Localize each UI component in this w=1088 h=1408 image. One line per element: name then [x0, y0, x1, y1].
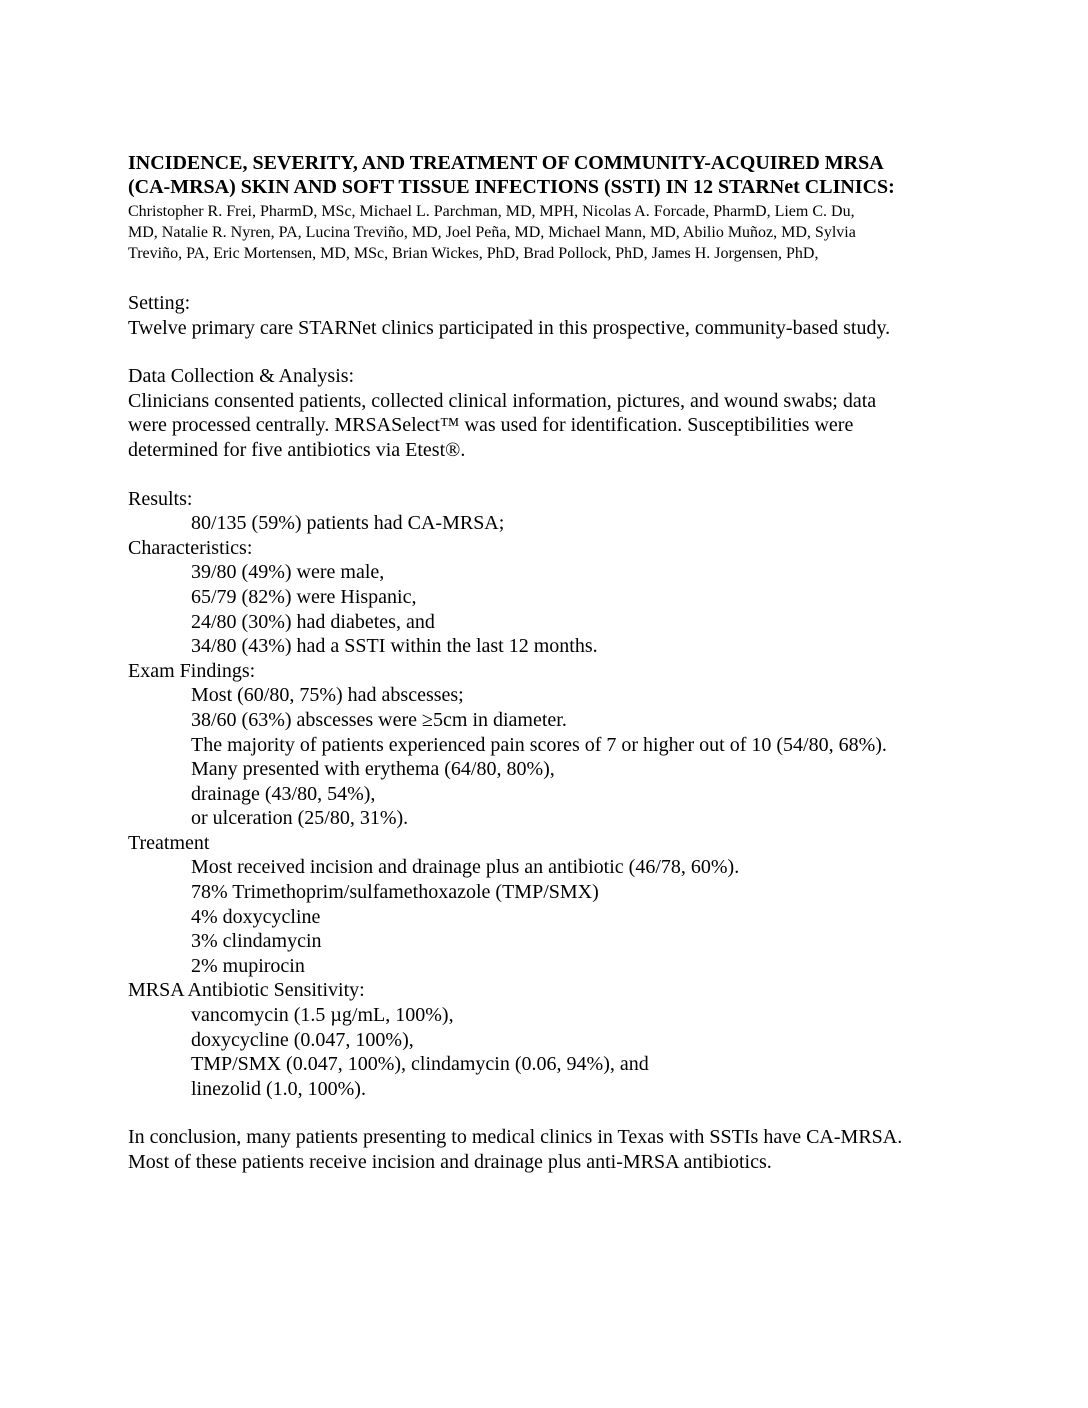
- results-heading: Results:: [128, 487, 193, 510]
- sensitivity-item: vancomycin (1.5 µg/mL, 100%),: [191, 1004, 454, 1027]
- exam-findings-item: The majority of patients experienced pain scores of 7 or higher out of 10 (54/80, 68%).: [191, 733, 887, 756]
- exam-findings-item: Most (60/80, 75%) had abscesses;: [191, 684, 464, 707]
- conclusion-line: In conclusion, many patients presenting to medical clinics in Texas with SSTIs have CA-MRSA.: [128, 1126, 903, 1149]
- sensitivity-heading: MRSA Antibiotic Sensitivity:: [128, 979, 365, 1002]
- treatment-item: 2% mupirocin: [191, 954, 305, 977]
- authors-line-3: Treviño, PA, Eric Mortensen, MD, MSc, Brian Wickes, PhD, Brad Pollock, PhD, James H. Jorgensen, PhD,: [128, 245, 819, 262]
- authors-line-1: Christopher R. Frei, PharmD, MSc, Michael L. Parchman, MD, MPH, Nicolas A. Forcade, PharmD, Liem C. Du,: [128, 203, 855, 220]
- sensitivity-item: linezolid (1.0, 100%).: [191, 1077, 366, 1100]
- document-title: [128, 151, 988, 199]
- author-list: [128, 201, 968, 264]
- title-line-1: INCIDENCE, SEVERITY, AND TREATMENT OF COMMUNITY-ACQUIRED MRSA: [128, 152, 884, 174]
- exam-findings-heading: Exam Findings:: [128, 659, 256, 682]
- treatment-item: 3% clindamycin: [191, 930, 322, 953]
- characteristics-item: 24/80 (30%) had diabetes, and: [191, 610, 435, 633]
- exam-findings-item: drainage (43/80, 54%),: [191, 782, 376, 805]
- treatment-item: Most received incision and drainage plus an antibiotic (46/78, 60%).: [191, 856, 740, 879]
- sensitivity-item: doxycycline (0.047, 100%),: [191, 1028, 414, 1051]
- data-collection-line: Clinicians consented patients, collected clinical information, pictures, and wound swabs; data: [128, 389, 877, 412]
- characteristics-item: 39/80 (49%) were male,: [191, 561, 385, 584]
- title-line-2: (CA-MRSA) SKIN AND SOFT TISSUE INFECTIONS (SSTI) IN 12 STARNet CLINICS:: [128, 176, 895, 198]
- characteristics-heading: Characteristics:: [128, 536, 253, 559]
- document-page: [128, 151, 988, 1175]
- treatment-item: 78% Trimethoprim/sulfamethoxazole (TMP/SMX): [191, 881, 599, 904]
- exam-findings-item: Many presented with erythema (64/80, 80%),: [191, 758, 555, 781]
- results-item: 80/135 (59%) patients had CA-MRSA;: [191, 512, 505, 535]
- setting-heading: Setting:: [128, 292, 191, 314]
- sensitivity-item: TMP/SMX (0.047, 100%), clindamycin (0.06, 94%), and: [191, 1053, 649, 1076]
- data-collection-heading: Data Collection & Analysis:: [128, 365, 355, 388]
- setting-section: [128, 291, 988, 340]
- results-section: [128, 487, 988, 1102]
- treatment-heading: Treatment: [128, 831, 210, 854]
- conclusion-section: [128, 1125, 988, 1174]
- conclusion-line: Most of these patients receive incision and drainage plus anti-MRSA antibiotics.: [128, 1151, 772, 1173]
- characteristics-item: 34/80 (43%) had a SSTI within the last 12 months.: [191, 635, 598, 658]
- data-collection-section: [128, 364, 988, 462]
- data-collection-line: determined for five antibiotics via Etest®.: [128, 438, 466, 461]
- exam-findings-item: or ulceration (25/80, 31%).: [191, 807, 409, 830]
- data-collection-line: were processed centrally. MRSASelect™ was used for identification. Susceptibilities were: [128, 414, 854, 437]
- authors-line-2: MD, Natalie R. Nyren, PA, Lucina Treviño, MD, Joel Peña, MD, Michael Mann, MD, Abilio Muñoz, MD, Sylvia: [128, 224, 856, 241]
- setting-text: Twelve primary care STARNet clinics participated in this prospective, community-based study.: [128, 316, 891, 339]
- exam-findings-item: 38/60 (63%) abscesses were ≥5cm in diameter.: [191, 708, 567, 731]
- treatment-item: 4% doxycycline: [191, 905, 321, 928]
- characteristics-item: 65/79 (82%) were Hispanic,: [191, 585, 417, 608]
